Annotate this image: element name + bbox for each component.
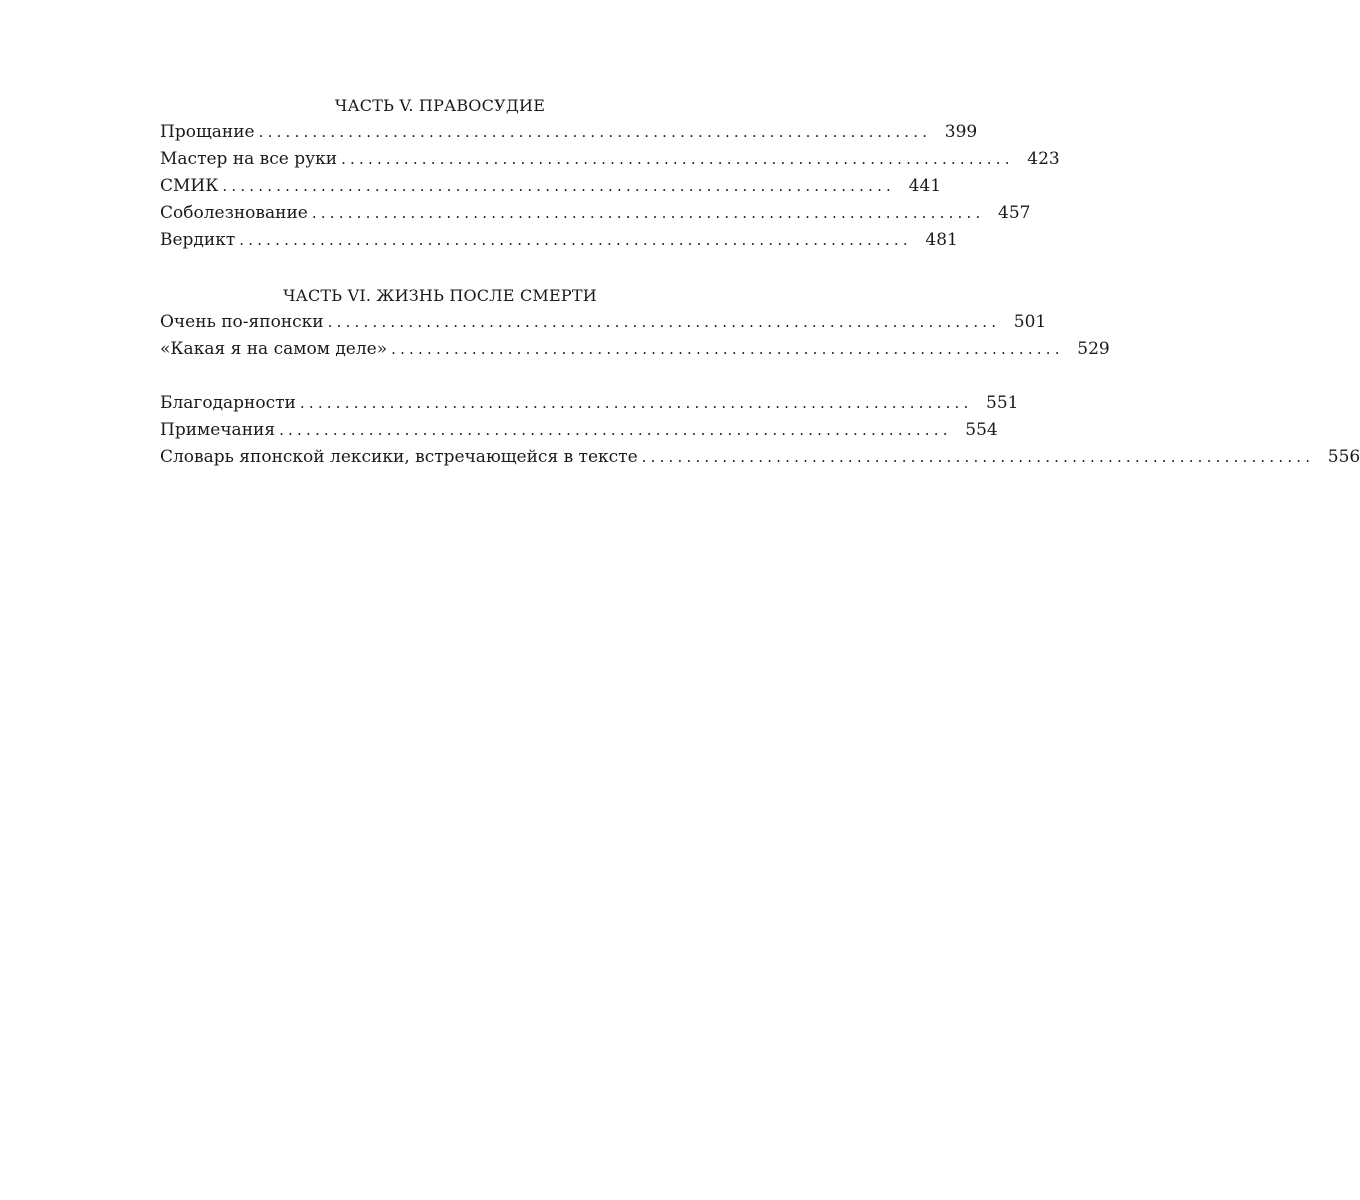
toc-entry bbox=[160, 227, 958, 254]
dot-leader: ........................................................................... bbox=[258, 123, 932, 141]
toc-entry bbox=[160, 173, 942, 200]
toc-entry-page: 399 bbox=[944, 122, 978, 142]
dot-leader: ........................................................................... bbox=[222, 177, 896, 195]
toc-entry bbox=[160, 444, 1360, 471]
toc-entry bbox=[160, 390, 1019, 417]
toc-entry-page: 441 bbox=[908, 176, 942, 196]
toc-entry-page: 501 bbox=[1013, 312, 1047, 332]
section-title: ЧАСТЬ V. ПРАВОСУДИЕ bbox=[334, 96, 546, 115]
dot-leader: ........................................................................... bbox=[299, 394, 973, 412]
dot-leader: ........................................................................... bbox=[311, 204, 985, 222]
toc-entry-title: СМИК bbox=[160, 176, 219, 196]
toc-entry bbox=[160, 146, 1060, 173]
toc-entry bbox=[160, 417, 998, 444]
toc-entry-title: Вердикт bbox=[160, 230, 236, 250]
dot-leader: ........................................................................... bbox=[391, 340, 1064, 358]
toc-entry-page: 556 bbox=[1327, 447, 1360, 467]
dot-leader: ........................................................................... bbox=[239, 231, 912, 249]
toc-entry bbox=[160, 119, 978, 146]
toc-entry-page: 529 bbox=[1077, 339, 1110, 359]
toc-entry-title: Благодарности bbox=[160, 393, 296, 413]
toc-entry-title: Мастер на все руки bbox=[160, 149, 338, 169]
toc-entry bbox=[160, 309, 1047, 336]
toc-entry-title: Соболезнование bbox=[160, 203, 308, 223]
toc-entry-title: Очень по-японски bbox=[160, 312, 324, 332]
back-matter bbox=[160, 390, 1360, 471]
toc-entry-title: Словарь японской лексики, встречающейся в тексте bbox=[160, 447, 638, 467]
toc-entry-title: «Какая я на самом деле» bbox=[160, 339, 388, 359]
toc-entry bbox=[160, 336, 1110, 363]
dot-leader: ........................................................................... bbox=[641, 448, 1315, 466]
toc-entry-page: 481 bbox=[925, 230, 958, 250]
dot-leader: ........................................................................... bbox=[327, 313, 1001, 331]
toc-entry-page: 457 bbox=[998, 203, 1031, 223]
dot-leader: ........................................................................... bbox=[279, 421, 952, 439]
toc-entry bbox=[160, 200, 1031, 227]
toc-entry-title: Прощание bbox=[160, 122, 255, 142]
section-title: ЧАСТЬ VI. ЖИЗНЬ ПОСЛЕ СМЕРТИ bbox=[283, 286, 597, 305]
dot-leader: ........................................................................... bbox=[341, 150, 1014, 168]
toc-entry-title: Примечания bbox=[160, 420, 276, 440]
table-of-contents bbox=[160, 92, 1360, 471]
toc-entry-page: 551 bbox=[986, 393, 1019, 413]
toc-entry-page: 554 bbox=[965, 420, 998, 440]
toc-entry-page: 423 bbox=[1027, 149, 1060, 169]
